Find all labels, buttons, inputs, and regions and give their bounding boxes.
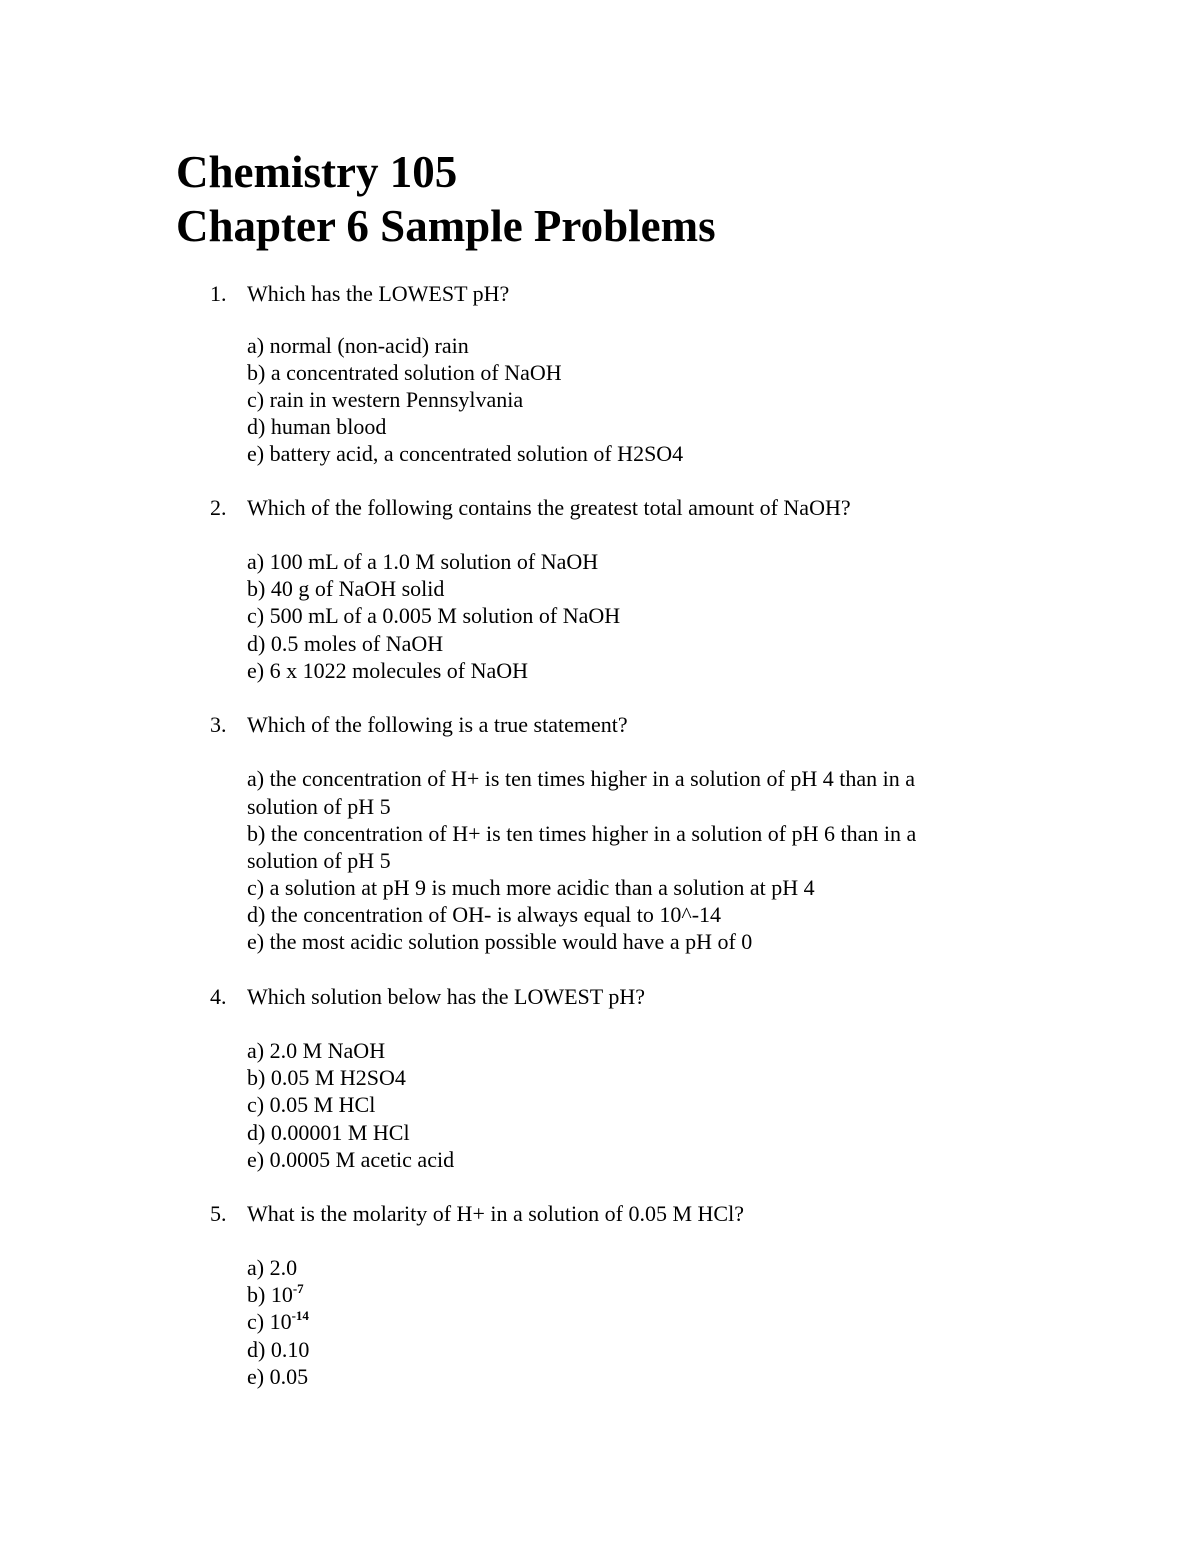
answer-option: c) 0.05 M HCl bbox=[247, 1092, 376, 1117]
answer-option: c) a solution at pH 9 is much more acidic than a solution at pH 4 bbox=[247, 875, 815, 900]
question-text: Which of the following contains the greatest total amount of NaOH? bbox=[247, 495, 851, 520]
question-text: Which of the following is a true statement? bbox=[247, 712, 628, 737]
answer-option: a) 2.0 bbox=[247, 1255, 298, 1280]
answer-option: solution of pH 5 bbox=[247, 848, 391, 873]
answer-option: a) 2.0 M NaOH bbox=[247, 1038, 386, 1063]
answer-option: b) 40 g of NaOH solid bbox=[247, 576, 445, 601]
answer-option bbox=[247, 1281, 304, 1308]
answer-option: d) the concentration of OH- is always equal to 10^-14 bbox=[247, 902, 722, 927]
option-exponent: -7 bbox=[292, 1281, 304, 1296]
answer-option: a) 100 mL of a 1.0 M solution of NaOH bbox=[247, 549, 599, 574]
answer-option: d) 0.00001 M HCl bbox=[247, 1120, 410, 1145]
answer-option: solution of pH 5 bbox=[247, 794, 391, 819]
answer-option: a) the concentration of H+ is ten times higher in a solution of pH 4 than in a bbox=[247, 766, 915, 791]
option-exponent: -14 bbox=[291, 1308, 309, 1323]
question-number: 1. bbox=[210, 281, 227, 306]
option-base-text: b) 10 bbox=[247, 1282, 293, 1307]
answer-option: a) normal (non-acid) rain bbox=[247, 333, 469, 358]
answer-option: e) the most acidic solution possible would have a pH of 0 bbox=[247, 929, 753, 954]
question-number: 3. bbox=[210, 712, 227, 737]
answer-option: d) 0.10 bbox=[247, 1337, 310, 1362]
answer-option: d) 0.5 moles of NaOH bbox=[247, 631, 444, 656]
answer-option: e) 0.0005 M acetic acid bbox=[247, 1147, 455, 1172]
question-text: Which has the LOWEST pH? bbox=[247, 281, 510, 306]
answer-option: b) 0.05 M H2SO4 bbox=[247, 1065, 406, 1090]
answer-option: e) 6 x 1022 molecules of NaOH bbox=[247, 658, 529, 683]
answer-option: c) 500 mL of a 0.005 M solution of NaOH bbox=[247, 603, 621, 628]
question-number: 5. bbox=[210, 1201, 227, 1226]
question-number: 4. bbox=[210, 984, 227, 1009]
answer-option: d) human blood bbox=[247, 414, 387, 439]
title-chapter: Chapter 6 Sample Problems bbox=[176, 201, 716, 251]
answer-option: e) battery acid, a concentrated solution of H2SO4 bbox=[247, 441, 684, 466]
answer-option: e) 0.05 bbox=[247, 1364, 309, 1389]
answer-option: b) the concentration of H+ is ten times higher in a solution of pH 6 than in a bbox=[247, 821, 917, 846]
question-number: 2. bbox=[210, 495, 227, 520]
answer-option: b) a concentrated solution of NaOH bbox=[247, 360, 562, 385]
question-text: What is the molarity of H+ in a solution of 0.05 M HCl? bbox=[247, 1201, 744, 1226]
document-title bbox=[176, 145, 716, 253]
answer-option: c) rain in western Pennsylvania bbox=[247, 387, 524, 412]
question-text: Which solution below has the LOWEST pH? bbox=[247, 984, 645, 1009]
title-course: Chemistry 105 bbox=[176, 147, 458, 197]
answer-option bbox=[247, 1308, 309, 1335]
option-base-text: c) 10 bbox=[247, 1309, 292, 1334]
